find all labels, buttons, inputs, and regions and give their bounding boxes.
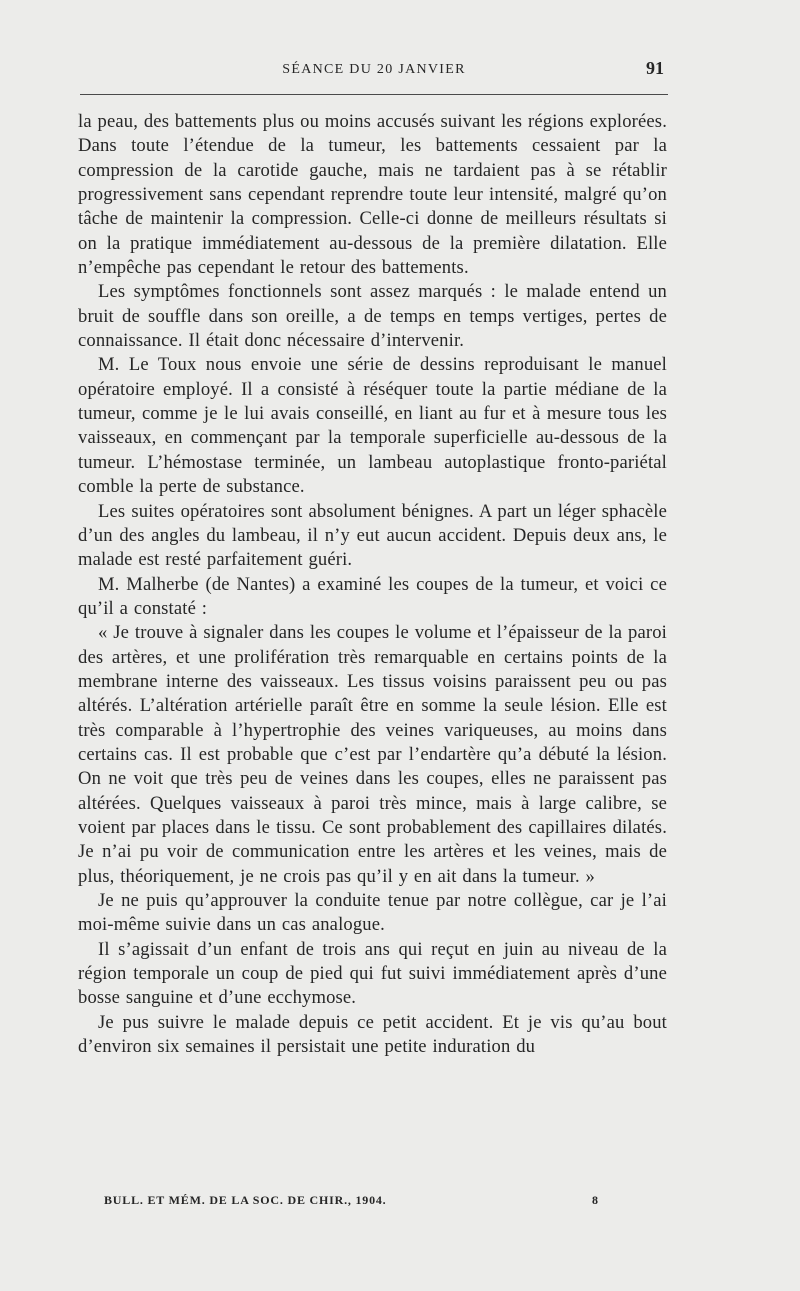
paragraph: M. Malherbe (de Nantes) a examiné les coupes de la tumeur, et voici ce qu’il a constaté : [78, 573, 667, 619]
paragraph: Je pus suivre le malade depuis ce petit accident. Et je vis qu’au bout d’environ six semaines il persistait une petite induration du [78, 1011, 667, 1058]
signature-mark: 8 [592, 1193, 599, 1207]
paragraph-continued: la peau, des battements plus ou moins accusés suivant les régions explorées. Dans toute l’étendue de la tumeur, les battements cessaient par la compression de la carotide gauche, mais ne tardaient pas à se rétablir progressivement sans cependant reprendre toute leur intensité, malgré qu’on tâche de maintenir la compression. Celle-ci donne de meilleurs résultats si on la pratique immédiatement au-dessous de la première dilatation. Elle n’empêche pas cependant le retour des battements. [78, 111, 667, 279]
footer-journal: BULL. ET MÉM. DE LA SOC. DE CHIR., 1904. [104, 1193, 387, 1207]
page-footer [104, 1193, 604, 1208]
page-number: 91 [646, 58, 664, 78]
running-title: SÉANCE DU 20 JANVIER [282, 62, 466, 77]
paragraph: M. Le Toux nous envoie une série de dessins reproduisant le manuel opératoire employé. Il a consisté à réséquer toute la partie médiane de la tumeur, comme je le lui avais conseillé, en liant au fur et à mesure tous les vaisseaux, en commençant par la temporale superficielle au-dessous de la tumeur. L’hémostase terminée, un lambeau autoplastique fronto-pariétal comble la perte de substance. [78, 354, 667, 498]
running-header [80, 58, 668, 86]
paragraph: Je ne puis qu’approuver la conduite tenue par notre collègue, car je l’ai moi-même suivie dans un cas analogue. [78, 890, 667, 936]
paragraph: Les suites opératoires sont absolument bénignes. A part un léger sphacèle d’un des angles du lambeau, il n’y eut aucun accident. Depuis deux ans, le malade est resté parfaitement guéri. [78, 500, 667, 571]
paragraph: Les symptômes fonctionnels sont assez marqués : le malade entend un bruit de souffle dans son oreille, a de temps en temps vertiges, pertes de connaissance. Il était donc nécessaire d’intervenir. [78, 281, 667, 352]
paragraph: Il s’agissait d’un enfant de trois ans qui reçut en juin au niveau de la région temporale un coup de pied qui fut suivi immédiatement après d’une bosse sanguine et d’une ecchymose. [78, 938, 667, 1009]
body-text [78, 110, 667, 1059]
quoted-paragraph: « Je trouve à signaler dans les coupes le volume et l’épaisseur de la paroi des artères, et une prolifération très remarquable en certains points de la membrane interne des vaisseaux. Les tissus voisins paraissent peu ou pas altérés. L’altération artérielle paraît être en somme la seule lésion. Elle est très comparable à l’hypertrophie des veines variqueuses, au moins dans certains cas. Il est probable que c’est par l’endartère qu’a débuté la lésion. On ne voit que très peu de veines dans les coupes, elles ne paraissent pas altérées. Quelques vaisseaux à paroi très mince, mais à large calibre, se voient par places dans le tissu. Ce sont probablement des capillaires dilatés. Je n’ai pu voir de communication entre les artères et les veines, mais de plus, théoriquement, je ne crois pas qu’il y en ait dans la tumeur. » [78, 622, 667, 887]
header-rule [80, 94, 668, 95]
